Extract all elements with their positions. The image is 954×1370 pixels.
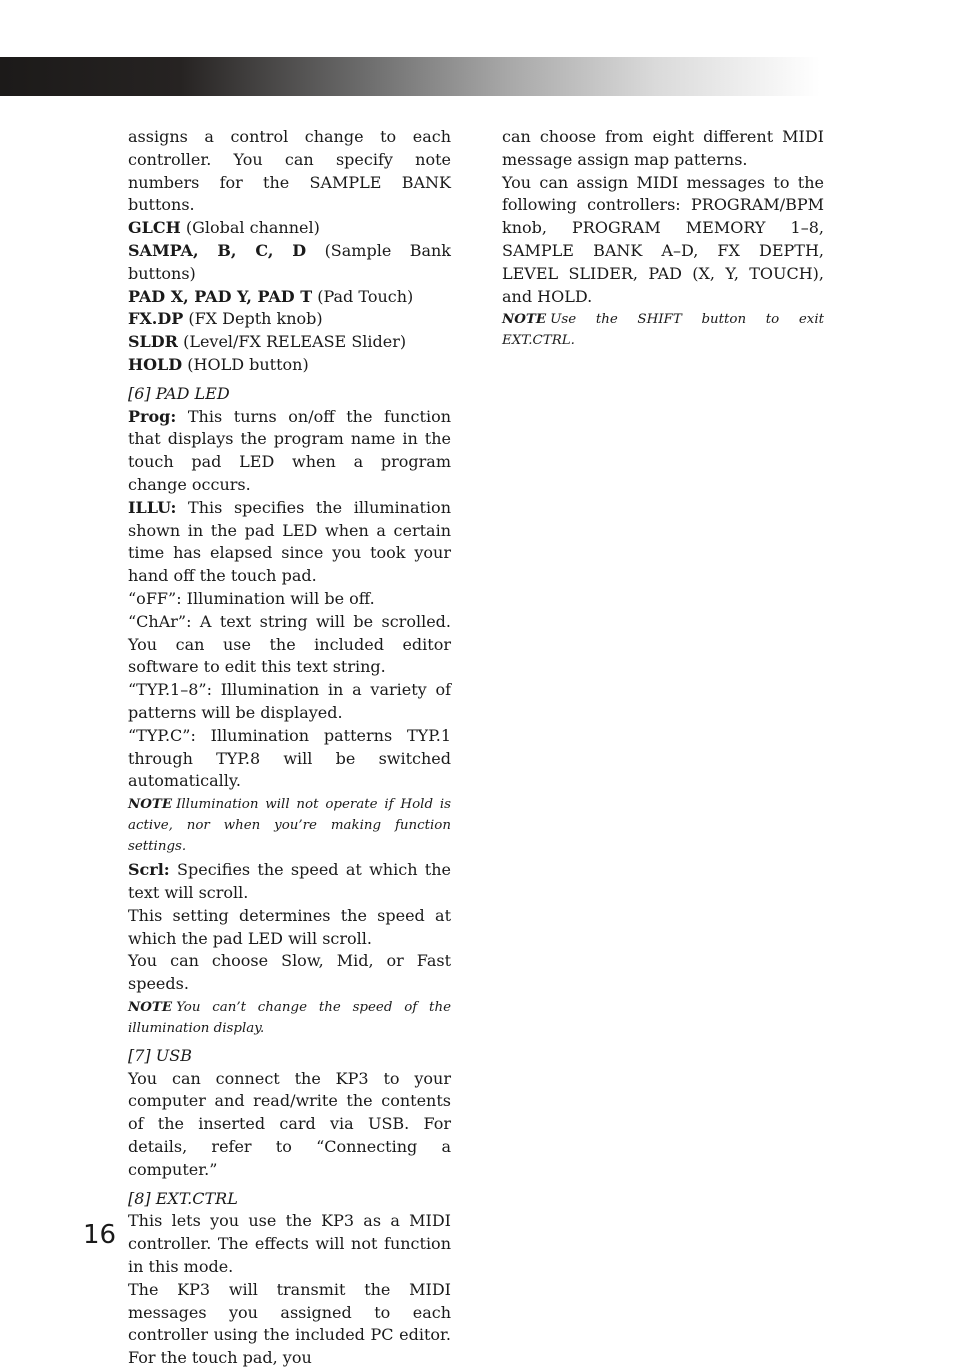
illu-option: “TYP.C”: Illumination patterns TYP.1 through TYP.8 will be switched automatically. (128, 725, 451, 791)
right-paragraph-1: can choose from eight different MIDI message assign map patterns. (502, 127, 824, 169)
illu-option: “ChAr”: A text string will be scrolled. You can use the included editor software to edit this text string. (128, 611, 451, 677)
right-column (502, 126, 824, 353)
usb-paragraph: You can connect the KP3 to your computer and read/write the contents of the inserted card via USB. For details, refer to “Connecting a computer.” (128, 1068, 451, 1179)
section-heading-ext-ctrl: [8] EXT.CTRL (128, 1188, 238, 1208)
controller-label: PAD X, PAD Y, PAD T (128, 286, 313, 306)
prog-label: Prog: (128, 406, 177, 426)
controller-desc: (Pad Touch) (312, 286, 414, 306)
note-text: You can’t change the speed of the illumination display. (128, 999, 451, 1036)
note-tag: NOTE (502, 311, 547, 328)
controller-item (128, 217, 451, 240)
prog-text: This turns on/off the function that displays the program name in the touch pad LED when a program change occurs. (128, 406, 451, 494)
note-tag: NOTE (128, 998, 173, 1015)
controller-item (128, 308, 451, 331)
note-text: Use the SHIFT button to exit EXT.CTRL. (502, 312, 824, 349)
controller-label: SLDR (128, 332, 178, 352)
controller-item (128, 286, 451, 309)
note-text: Illumination will not operate if Hold is active, nor when you’re making function settings. (128, 797, 451, 855)
illu-label: ILLU: (128, 497, 177, 517)
scrl-label: Scrl: (128, 860, 170, 880)
header-gradient-bar (0, 57, 820, 96)
prog-paragraph (128, 406, 451, 497)
controller-label: SAMPA, B, C, D (128, 240, 307, 260)
scrl-speeds: You can choose Slow, Mid, or Fast speeds. (128, 951, 451, 994)
controller-label: GLCH (128, 218, 181, 238)
controller-item (128, 331, 451, 354)
page-number: 16 (83, 1220, 117, 1250)
illu-option: “oFF”: Illumination will be off. (128, 588, 375, 608)
controller-desc: (FX Depth knob) (183, 309, 323, 329)
ext-ctrl-paragraph-2: The KP3 will transmit the MIDI messages you assigned to each controller using the included PC editor. For the touch pad, you (128, 1279, 451, 1368)
note-tag: NOTE (128, 796, 173, 813)
note-speed (128, 997, 451, 1039)
controller-list (128, 217, 451, 377)
illu-text: This specifies the illumination shown in the pad LED when a certain time has elapsed since you took your hand off the touch pad. (128, 497, 451, 586)
controller-item (128, 354, 451, 377)
illu-option: “TYP.1–8”: Illumination in a variety of patterns will be displayed. (128, 680, 451, 722)
section-heading-pad-led: [6] PAD LED (128, 383, 230, 403)
illu-paragraph (128, 497, 451, 588)
left-column (128, 126, 451, 1370)
note-illumination (128, 794, 451, 857)
intro-paragraph: assigns a control change to each controller. You can specify note numbers for the SAMPLE BANK buttons. (128, 127, 451, 215)
controller-desc: (Global channel) (180, 218, 320, 238)
controller-desc: (HOLD button) (182, 354, 309, 374)
ext-ctrl-paragraph-1: This lets you use the KP3 as a MIDI controller. The effects will not function in this mode. (128, 1211, 451, 1277)
right-paragraph-2: You can assign MIDI messages to the following controllers: PROGRAM/BPM knob, PROGRAM MEMORY 1–8, SAMPLE BANK A–D, FX DEPTH, LEVEL SLIDER, PAD (X, Y, TOUCH), and HOLD. (502, 172, 824, 306)
controller-label: FX.DP (128, 309, 184, 329)
note-shift (502, 309, 824, 351)
controller-desc: (Level/FX RELEASE Slider) (177, 332, 407, 352)
controller-desc: (Sample Bank buttons) (128, 240, 452, 283)
controller-item (128, 240, 451, 286)
scrl-paragraph (128, 859, 451, 905)
section-heading-usb: [7] USB (128, 1045, 192, 1065)
scrl-text: Specifies the speed at which the text will scroll. (128, 860, 451, 902)
controller-label: HOLD (128, 354, 183, 374)
scrl-detail: This setting determines the speed at which the pad LED will scroll. (128, 905, 451, 948)
